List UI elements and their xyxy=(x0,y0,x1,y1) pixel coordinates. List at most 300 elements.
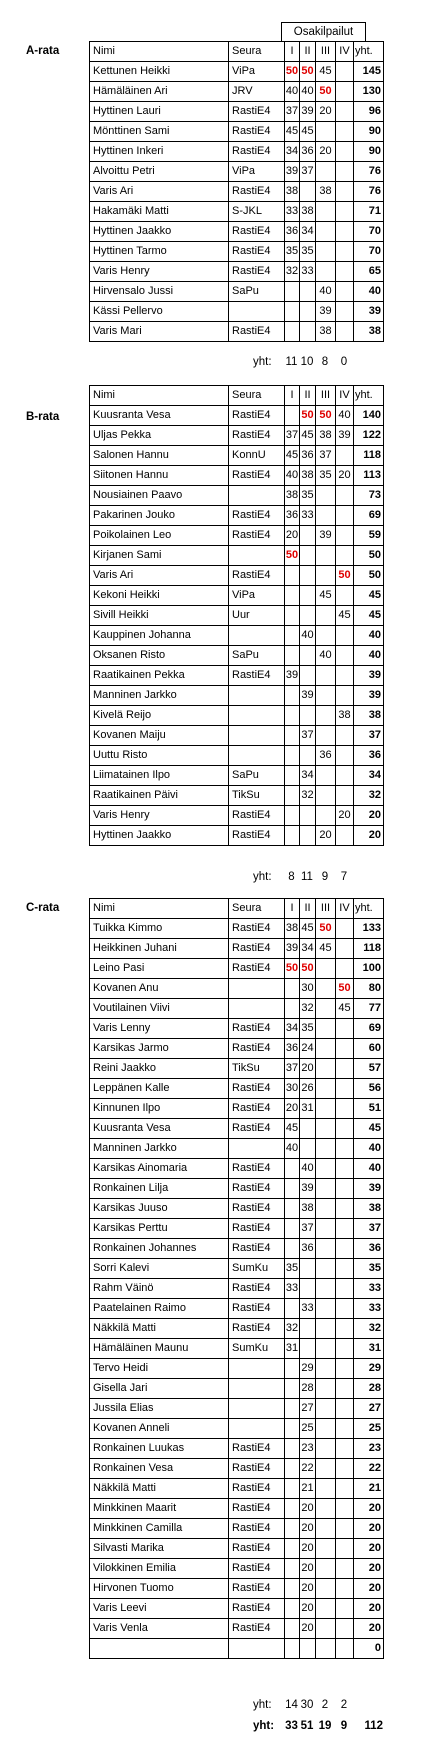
comp1-cell xyxy=(285,406,300,426)
comp4-cell xyxy=(336,746,354,766)
club-cell: RastiE4 xyxy=(229,1439,285,1459)
comp4-cell: 50 xyxy=(336,979,354,999)
table-row xyxy=(90,566,384,586)
comp1-cell xyxy=(285,1559,300,1579)
table-row xyxy=(90,666,384,686)
comp1-cell xyxy=(285,1499,300,1519)
comp4-cell xyxy=(336,1639,354,1659)
comp1-cell xyxy=(285,1599,300,1619)
comp4-cell xyxy=(336,1319,354,1339)
name-cell: Varis Henry xyxy=(90,262,229,282)
total-cell: 20 xyxy=(354,1599,384,1619)
comp2-cell: 20 xyxy=(300,1539,316,1559)
comp3-cell: 50 xyxy=(316,82,336,102)
comp4-cell xyxy=(336,486,354,506)
club-cell: RastiE4 xyxy=(229,1039,285,1059)
comp4-cell xyxy=(336,1039,354,1059)
comp2-cell: 50 xyxy=(300,406,316,426)
comp3-cell xyxy=(316,766,336,786)
comp2-cell: 35 xyxy=(300,486,316,506)
comp2-cell: 45 xyxy=(300,426,316,446)
count-comp4: 2 xyxy=(340,1699,348,1711)
name-cell: Kovanen Anu xyxy=(90,979,229,999)
count-comp3: 2 xyxy=(321,1699,329,1711)
comp2-cell: 29 xyxy=(300,1359,316,1379)
club-cell xyxy=(229,1359,285,1379)
comp4-cell xyxy=(336,1359,354,1379)
total-cell: 133 xyxy=(354,919,384,939)
name-cell: Sorri Kalevi xyxy=(90,1259,229,1279)
club-cell xyxy=(229,1639,285,1659)
club-cell: RastiE4 xyxy=(229,322,285,342)
comp3-cell xyxy=(316,1079,336,1099)
comp1-cell: 35 xyxy=(285,1259,300,1279)
name-cell: Manninen Jarkko xyxy=(90,1139,229,1159)
total-cell: 69 xyxy=(354,506,384,526)
column-header-c4: IV xyxy=(336,899,354,919)
name-cell: Hyttinen Tarmo xyxy=(90,242,229,262)
comp1-cell: 40 xyxy=(285,82,300,102)
name-cell: Karsikas Perttu xyxy=(90,1219,229,1239)
comp4-cell xyxy=(336,1619,354,1639)
comp2-cell: 40 xyxy=(300,1159,316,1179)
comp3-cell xyxy=(316,1359,336,1379)
table-row xyxy=(90,1119,384,1139)
name-cell: Leino Pasi xyxy=(90,959,229,979)
table-row xyxy=(90,1159,384,1179)
comp2-cell: 40 xyxy=(300,82,316,102)
comp3-cell xyxy=(316,1559,336,1579)
comp4-cell xyxy=(336,726,354,746)
comp4-cell xyxy=(336,1179,354,1199)
table-row xyxy=(90,526,384,546)
table-row xyxy=(90,446,384,466)
table-row xyxy=(90,1459,384,1479)
total-cell: 36 xyxy=(354,1239,384,1259)
comp2-cell: 33 xyxy=(300,1299,316,1319)
name-cell: Näkkilä Matti xyxy=(90,1319,229,1339)
comp1-cell xyxy=(285,786,300,806)
comp3-cell: 50 xyxy=(316,406,336,426)
comp2-cell: 37 xyxy=(300,162,316,182)
sum-label: yht: xyxy=(253,1699,272,1711)
club-cell: TikSu xyxy=(229,786,285,806)
table-row xyxy=(90,1559,384,1579)
total-cell: 40 xyxy=(354,626,384,646)
table-row xyxy=(90,262,384,282)
comp1-cell: 30 xyxy=(285,1079,300,1099)
name-cell: Minkkinen Maarit xyxy=(90,1499,229,1519)
comp1-cell xyxy=(285,706,300,726)
comp4-cell xyxy=(336,242,354,262)
comp4-cell xyxy=(336,1439,354,1459)
total-cell: 39 xyxy=(354,686,384,706)
comp1-cell xyxy=(285,979,300,999)
name-cell: Kinnunen Ilpo xyxy=(90,1099,229,1119)
comp3-cell xyxy=(316,1599,336,1619)
total-cell: 140 xyxy=(354,406,384,426)
name-cell: Voutilainen Viivi xyxy=(90,999,229,1019)
total-cell: 118 xyxy=(354,446,384,466)
name-cell: Rahm Väinö xyxy=(90,1279,229,1299)
total-cell: 20 xyxy=(354,1559,384,1579)
name-cell: Salonen Hannu xyxy=(90,446,229,466)
club-cell xyxy=(229,1419,285,1439)
count-comp2: 10 xyxy=(300,356,314,368)
total-cell: 20 xyxy=(354,1539,384,1559)
comp4-cell: 39 xyxy=(336,426,354,446)
comp1-cell xyxy=(285,1639,300,1659)
name-cell: Kettunen Heikki xyxy=(90,62,229,82)
comp1-cell: 37 xyxy=(285,1059,300,1079)
count-comp3: 8 xyxy=(321,356,329,368)
results-table xyxy=(89,41,384,342)
table-row xyxy=(90,1099,384,1119)
comp1-cell: 45 xyxy=(285,446,300,466)
comp4-cell xyxy=(336,1059,354,1079)
table-row xyxy=(90,1259,384,1279)
comp2-cell: 38 xyxy=(300,466,316,486)
comp3-cell: 38 xyxy=(316,322,336,342)
table-row xyxy=(90,1579,384,1599)
comp2-cell xyxy=(300,586,316,606)
comp2-cell: 36 xyxy=(300,446,316,466)
table-row xyxy=(90,786,384,806)
comp3-cell: 45 xyxy=(316,62,336,82)
comp1-cell xyxy=(285,302,300,322)
comp3-cell: 20 xyxy=(316,826,336,846)
club-cell xyxy=(229,1399,285,1419)
name-cell: Pakarinen Jouko xyxy=(90,506,229,526)
comp1-cell xyxy=(285,1459,300,1479)
comp2-cell xyxy=(300,826,316,846)
column-header-total: yht. xyxy=(354,386,384,406)
comp4-cell xyxy=(336,446,354,466)
table-row xyxy=(90,1539,384,1559)
comp2-cell: 35 xyxy=(300,1019,316,1039)
comp2-cell xyxy=(300,322,316,342)
grand-total-comp2: 51 xyxy=(300,1720,314,1732)
comp1-cell: 40 xyxy=(285,1139,300,1159)
comp1-cell xyxy=(285,1359,300,1379)
club-cell: S-JKL xyxy=(229,202,285,222)
table-row xyxy=(90,506,384,526)
club-cell: RastiE4 xyxy=(229,1239,285,1259)
name-cell: Varis Leevi xyxy=(90,1599,229,1619)
comp1-cell xyxy=(285,746,300,766)
column-header-c1: I xyxy=(285,42,300,62)
count-comp1: 14 xyxy=(285,1699,298,1711)
club-cell: ViPa xyxy=(229,162,285,182)
total-cell: 27 xyxy=(354,1399,384,1419)
section-label: B-rata xyxy=(26,411,60,423)
comp3-cell xyxy=(316,806,336,826)
comp3-cell: 38 xyxy=(316,426,336,446)
name-cell: Heikkinen Juhani xyxy=(90,939,229,959)
comp1-cell: 37 xyxy=(285,102,300,122)
comp2-cell: 26 xyxy=(300,1079,316,1099)
comp3-cell xyxy=(316,1399,336,1419)
comp1-cell xyxy=(285,1479,300,1499)
total-cell: 45 xyxy=(354,1119,384,1139)
comp2-cell: 28 xyxy=(300,1379,316,1399)
comp3-cell xyxy=(316,546,336,566)
comp2-cell: 33 xyxy=(300,506,316,526)
comp3-cell xyxy=(316,686,336,706)
club-cell: RastiE4 xyxy=(229,1279,285,1299)
comp3-cell xyxy=(316,706,336,726)
grand-total-label: yht: xyxy=(253,1720,275,1732)
comp2-cell: 38 xyxy=(300,202,316,222)
table-row xyxy=(90,919,384,939)
name-cell: Karsikas Juuso xyxy=(90,1199,229,1219)
total-cell: 50 xyxy=(354,546,384,566)
name-cell: Alvoittu Petri xyxy=(90,162,229,182)
total-cell: 45 xyxy=(354,586,384,606)
grand-total-comp3: 19 xyxy=(318,1720,332,1732)
club-cell: RastiE4 xyxy=(229,959,285,979)
name-cell: Tuikka Kimmo xyxy=(90,919,229,939)
comp2-cell: 32 xyxy=(300,999,316,1019)
total-cell: 33 xyxy=(354,1279,384,1299)
name-cell: Kivelä Reijo xyxy=(90,706,229,726)
name-cell: Tervo Heidi xyxy=(90,1359,229,1379)
comp3-cell xyxy=(316,162,336,182)
club-cell: RastiE4 xyxy=(229,1079,285,1099)
total-cell: 20 xyxy=(354,826,384,846)
comp4-cell xyxy=(336,939,354,959)
table-row xyxy=(90,706,384,726)
name-cell: Mönttinen Sami xyxy=(90,122,229,142)
column-header-name: Nimi xyxy=(90,899,229,919)
total-cell: 65 xyxy=(354,262,384,282)
comp3-cell xyxy=(316,1499,336,1519)
comp1-cell: 33 xyxy=(285,1279,300,1299)
comp3-cell xyxy=(316,1139,336,1159)
comp1-cell xyxy=(285,1179,300,1199)
total-cell: 145 xyxy=(354,62,384,82)
table-row xyxy=(90,1299,384,1319)
comp2-cell xyxy=(300,526,316,546)
club-cell: RastiE4 xyxy=(229,1299,285,1319)
comp1-cell xyxy=(285,686,300,706)
comp4-cell xyxy=(336,526,354,546)
comp3-cell xyxy=(316,726,336,746)
comp4-cell xyxy=(336,546,354,566)
comp3-cell xyxy=(316,1119,336,1139)
name-cell: Kovanen Maiju xyxy=(90,726,229,746)
comp4-cell xyxy=(336,786,354,806)
comp2-cell xyxy=(300,606,316,626)
comp1-cell: 36 xyxy=(285,1039,300,1059)
comp2-cell xyxy=(300,1319,316,1339)
comp1-cell xyxy=(285,726,300,746)
section-label: A-rata xyxy=(26,45,60,57)
name-cell xyxy=(90,1639,229,1659)
comp4-cell xyxy=(336,1119,354,1139)
total-cell: 60 xyxy=(354,1039,384,1059)
comp1-cell: 39 xyxy=(285,162,300,182)
name-cell: Ronkainen Lilja xyxy=(90,1179,229,1199)
total-cell: 76 xyxy=(354,162,384,182)
total-cell: 38 xyxy=(354,706,384,726)
comp3-cell: 20 xyxy=(316,102,336,122)
total-cell: 100 xyxy=(354,959,384,979)
name-cell: Ronkainen Johannes xyxy=(90,1239,229,1259)
total-cell: 21 xyxy=(354,1479,384,1499)
total-cell: 35 xyxy=(354,1259,384,1279)
comp2-cell: 20 xyxy=(300,1579,316,1599)
club-cell: RastiE4 xyxy=(229,806,285,826)
comp3-cell xyxy=(316,242,336,262)
comp3-cell xyxy=(316,1179,336,1199)
comp2-cell xyxy=(300,1639,316,1659)
table-row xyxy=(90,1619,384,1639)
comp3-cell xyxy=(316,202,336,222)
table-row xyxy=(90,939,384,959)
club-cell: SaPu xyxy=(229,766,285,786)
comp1-cell: 50 xyxy=(285,546,300,566)
club-cell: ViPa xyxy=(229,62,285,82)
table-row xyxy=(90,1439,384,1459)
table-row xyxy=(90,1239,384,1259)
club-cell: RastiE4 xyxy=(229,919,285,939)
club-cell xyxy=(229,999,285,1019)
name-cell: Liimatainen Ilpo xyxy=(90,766,229,786)
comp1-cell xyxy=(285,826,300,846)
total-cell: 37 xyxy=(354,726,384,746)
column-header-total: yht. xyxy=(354,42,384,62)
comp4-cell: 45 xyxy=(336,606,354,626)
comp4-cell: 40 xyxy=(336,406,354,426)
comp1-cell: 50 xyxy=(285,62,300,82)
competitions-header: Osakilpailut xyxy=(281,22,366,41)
club-cell: RastiE4 xyxy=(229,1619,285,1639)
comp2-cell xyxy=(300,182,316,202)
comp3-cell xyxy=(316,1099,336,1119)
comp2-cell: 24 xyxy=(300,1039,316,1059)
comp3-cell xyxy=(316,1519,336,1539)
column-header-c2: II xyxy=(300,42,316,62)
name-cell: Vilokkinen Emilia xyxy=(90,1559,229,1579)
table-header-row xyxy=(90,899,384,919)
club-cell xyxy=(229,302,285,322)
table-header-row xyxy=(90,42,384,62)
table-row xyxy=(90,426,384,446)
comp4-cell xyxy=(336,1239,354,1259)
table-row xyxy=(90,466,384,486)
name-cell: Nousiainen Paavo xyxy=(90,486,229,506)
comp4-cell xyxy=(336,1379,354,1399)
comp4-cell xyxy=(336,62,354,82)
name-cell: Minkkinen Camilla xyxy=(90,1519,229,1539)
comp3-cell: 39 xyxy=(316,302,336,322)
comp1-cell: 34 xyxy=(285,142,300,162)
comp4-cell xyxy=(336,826,354,846)
name-cell: Karsikas Jarmo xyxy=(90,1039,229,1059)
club-cell: RastiE4 xyxy=(229,566,285,586)
total-cell: 31 xyxy=(354,1339,384,1359)
comp2-cell xyxy=(300,1139,316,1159)
table-row xyxy=(90,1519,384,1539)
name-cell: Silvasti Marika xyxy=(90,1539,229,1559)
name-cell: Reini Jaakko xyxy=(90,1059,229,1079)
comp4-cell xyxy=(336,182,354,202)
table-row xyxy=(90,1279,384,1299)
comp4-cell: 38 xyxy=(336,706,354,726)
comp4-cell xyxy=(336,1339,354,1359)
comp2-cell: 23 xyxy=(300,1439,316,1459)
comp2-cell: 34 xyxy=(300,222,316,242)
comp4-cell xyxy=(336,1199,354,1219)
comp1-cell: 45 xyxy=(285,122,300,142)
total-cell: 40 xyxy=(354,1139,384,1159)
club-cell: SaPu xyxy=(229,282,285,302)
total-cell: 20 xyxy=(354,1579,384,1599)
column-header-c4: IV xyxy=(336,386,354,406)
comp4-cell xyxy=(336,506,354,526)
comp2-cell: 27 xyxy=(300,1399,316,1419)
table-row xyxy=(90,1419,384,1439)
comp2-cell xyxy=(300,746,316,766)
comp4-cell xyxy=(336,1559,354,1579)
comp1-cell xyxy=(285,806,300,826)
comp2-cell: 39 xyxy=(300,686,316,706)
name-cell: Hyttinen Inkeri xyxy=(90,142,229,162)
comp4-cell xyxy=(336,1019,354,1039)
table-row xyxy=(90,162,384,182)
table-row xyxy=(90,1639,384,1659)
comp2-cell: 20 xyxy=(300,1599,316,1619)
name-cell: Ronkainen Luukas xyxy=(90,1439,229,1459)
comp3-cell xyxy=(316,1299,336,1319)
comp1-cell xyxy=(285,606,300,626)
comp3-cell xyxy=(316,122,336,142)
comp4-cell xyxy=(336,202,354,222)
count-comp3: 9 xyxy=(321,871,329,883)
club-cell xyxy=(229,706,285,726)
comp1-cell: 45 xyxy=(285,1119,300,1139)
comp3-cell xyxy=(316,1619,336,1639)
column-header-c3: III xyxy=(316,386,336,406)
column-header-club: Seura xyxy=(229,42,285,62)
club-cell: Uur xyxy=(229,606,285,626)
comp4-cell xyxy=(336,322,354,342)
comp1-cell: 36 xyxy=(285,222,300,242)
total-cell: 40 xyxy=(354,646,384,666)
club-cell: RastiE4 xyxy=(229,1479,285,1499)
comp2-cell xyxy=(300,1339,316,1359)
comp1-cell xyxy=(285,1419,300,1439)
comp2-cell: 25 xyxy=(300,1419,316,1439)
total-cell: 90 xyxy=(354,142,384,162)
name-cell: Kässi Pellervo xyxy=(90,302,229,322)
comp3-cell xyxy=(316,1159,336,1179)
total-cell: 80 xyxy=(354,979,384,999)
table-row xyxy=(90,606,384,626)
count-comp1: 11 xyxy=(285,356,298,368)
comp1-cell xyxy=(285,566,300,586)
comp3-cell: 40 xyxy=(316,646,336,666)
name-cell: Hakamäki Matti xyxy=(90,202,229,222)
total-cell: 32 xyxy=(354,1319,384,1339)
comp4-cell xyxy=(336,222,354,242)
comp4-cell xyxy=(336,1419,354,1439)
comp1-cell: 34 xyxy=(285,1019,300,1039)
comp2-cell: 20 xyxy=(300,1559,316,1579)
club-cell: RastiE4 xyxy=(229,222,285,242)
comp1-cell xyxy=(285,626,300,646)
